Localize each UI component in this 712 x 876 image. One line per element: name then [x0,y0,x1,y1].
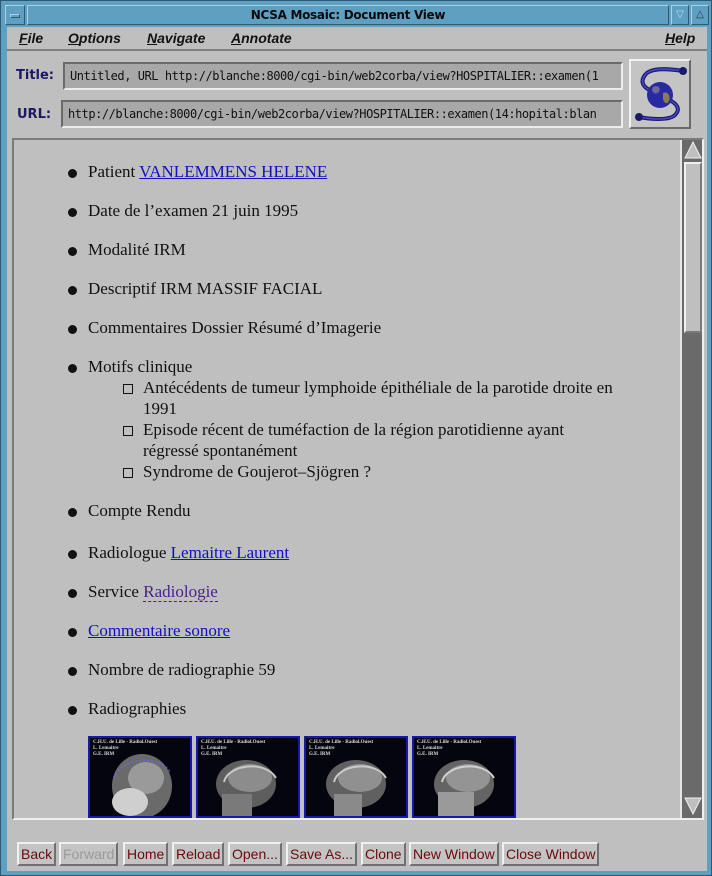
radiologue-link[interactable]: Lemaitre Laurent [170,543,290,562]
bullet-icon [68,325,77,334]
thumbnail-caption: C.H.U. de Lille - Radiol.Ouest L. Lemaitre G.E. IRM [309,740,374,757]
client-area [7,27,707,871]
bullet-icon [68,169,77,178]
radiologue-item [88,543,289,563]
service-link[interactable]: Radiologie [143,582,218,601]
bullet-icon [68,628,77,637]
motif-1-line-1: Antécédents de tumeur lymphoide épithéliale de la parotide droite en [143,378,613,397]
new-window-button[interactable]: New Window [409,842,499,866]
bullet-icon [68,706,77,715]
scroll-down-icon [684,796,702,816]
menu-help[interactable] [665,30,695,46]
service-label: Service [88,582,139,601]
modalite-item: Modalité IRM [88,240,186,259]
url-label: URL: [17,107,52,122]
menu-annotate[interactable] [231,30,292,46]
patient-link[interactable]: VANLEMMENS HELENE [139,162,328,181]
maximize-icon: △ [696,9,704,20]
document-content [14,140,678,818]
menu-file-label: File [19,30,44,46]
motif-1-line-2: 1991 [143,399,177,418]
motif-3-line-1: Syndrome de Goujerot–Sjögren ? [143,462,372,481]
scroll-thumb[interactable] [684,162,702,333]
document-view [12,138,704,820]
scroll-up-icon [684,140,702,160]
title-label: Title: [16,68,55,83]
thumbnail-caption: C.H.U. de Lille - Radiol.Ouest L. Lemaitre G.E. IRM [93,740,158,757]
commentaire-sonore-item [88,621,230,641]
back-button[interactable]: Back [17,842,56,866]
bullet-icon [68,364,77,373]
radiograph-thumbnail-1[interactable] [88,736,192,818]
radiologue-label: Radiologue [88,543,167,562]
bullet-icon [68,247,77,256]
radiograph-thumbnail-4[interactable] [412,736,516,818]
maximize-button[interactable] [691,5,709,25]
commentaires-item: Commentaires Dossier Résumé d’Imagerie [88,318,382,337]
square-bullet-icon [123,468,133,478]
menu-help-label: Help [665,30,696,46]
service-item [88,582,218,602]
thumbnail-caption: C.H.U. de Lille - Radiol.Ouest L. Lemaitre G.E. IRM [201,740,266,757]
radiograph-thumbnail-2[interactable] [196,736,300,818]
menu-navigate-label: Navigate [147,30,206,46]
bullet-icon [68,589,77,598]
square-bullet-icon [123,384,133,394]
open-button[interactable]: Open... [228,842,282,866]
scroll-down-button[interactable] [684,796,702,816]
nombre-item: Nombre de radiographie 59 [88,660,276,679]
radiograph-thumbnail-3[interactable] [304,736,408,818]
reload-button[interactable]: Reload [172,842,224,866]
date-item: Date de l’examen 21 juin 1995 [88,201,299,220]
save-as-button[interactable]: Save As... [286,842,357,866]
patient-label: Patient [88,162,136,181]
url-field[interactable]: http://blanche:8000/cgi-bin/web2corba/view?HOSPITALIER::examen(14:hopital:blan [61,100,623,128]
title-field[interactable]: Untitled, URL http://blanche:8000/cgi-bin/web2corba/view?HOSPITALIER::examen(1 [63,62,623,90]
menu-navigate[interactable] [147,30,205,46]
bullet-icon [68,508,77,517]
home-button[interactable]: Home [123,842,168,866]
vertical-scrollbar[interactable] [680,140,702,818]
bullet-icon [68,667,77,676]
menu-options-label: Options [68,30,121,46]
radiographies-item: Radiographies [88,699,187,718]
descriptif-item: Descriptif IRM MASSIF FACIAL [88,279,323,298]
square-bullet-icon [123,426,133,436]
mosaic-logo-button[interactable] [629,59,691,129]
window-menu-button[interactable] [5,5,25,25]
menu-annotate-label: Annotate [231,30,292,46]
thumbnail-caption: C.H.U. de Lille - Radiol.Ouest L. Lemaitre G.E. IRM [417,740,482,757]
bullet-icon [68,208,77,217]
commentaire-sonore-link[interactable]: Commentaire sonore [88,621,231,640]
minimize-icon: ▽ [676,9,684,20]
motif-2-line-1: Episode récent de tuméfaction de la région parotidienne ayant [143,420,565,439]
title-bar[interactable] [5,5,709,25]
window-title: NCSA Mosaic: Document View [27,5,669,25]
scroll-up-button[interactable] [684,140,702,160]
motif-2-line-2: régressé spontanément [143,441,298,460]
forward-button[interactable]: Forward [59,842,118,866]
clone-button[interactable]: Clone [361,842,406,866]
menu-options[interactable] [68,30,121,46]
bullet-icon [68,286,77,295]
menu-file[interactable] [19,30,43,46]
patient-item [88,162,327,182]
motifs-item: Motifs clinique [88,357,193,376]
minimize-button[interactable] [671,5,689,25]
menu-bar [7,27,707,51]
close-window-button[interactable]: Close Window [502,842,599,866]
compte-rendu-item: Compte Rendu [88,501,191,520]
window-menu-icon [10,14,20,18]
mosaic-globe-icon [631,61,689,127]
bullet-icon [68,550,77,559]
